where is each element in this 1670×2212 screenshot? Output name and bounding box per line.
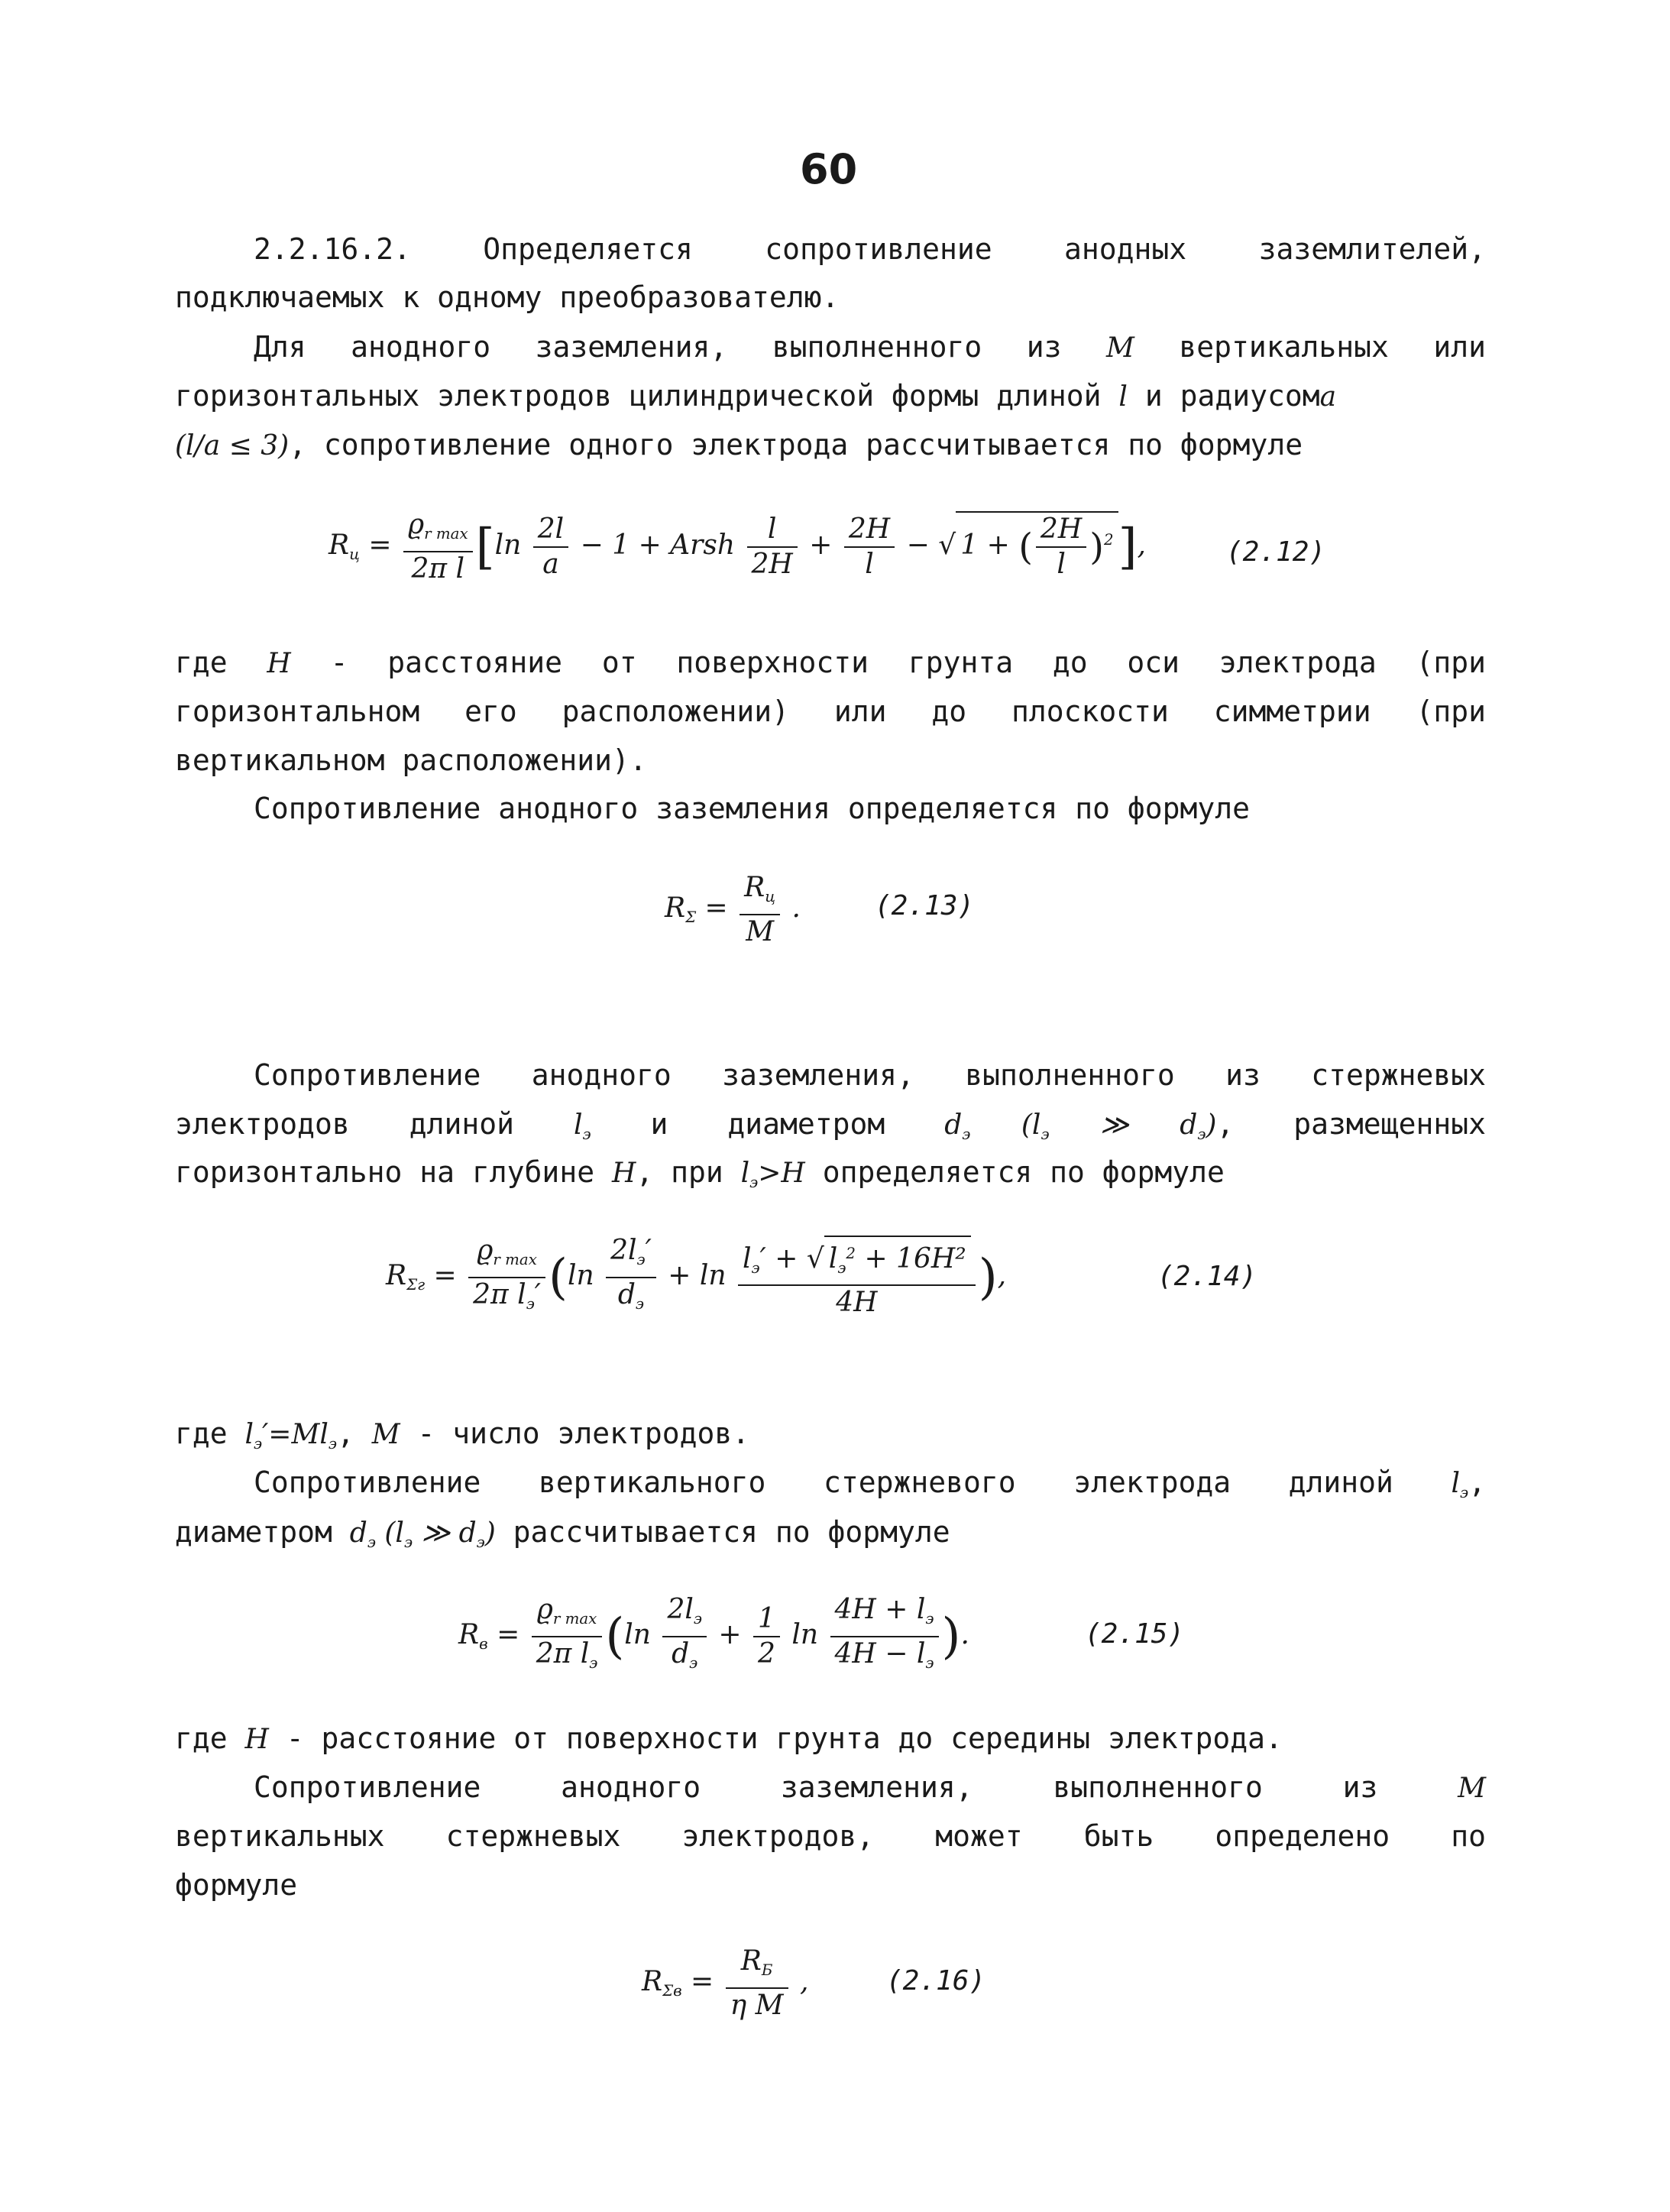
equation-2-15: $R_в$ = $\frac{ϱ_{r max}}{2\pi l_э}$ (ln $\frac{2l_э}{d_э}$ + $\frac{1}{2}$ ln $\frac{4H + l_э}{4H - l_э}$ ). bbox=[458, 1594, 969, 1672]
page-number: 60 bbox=[800, 145, 858, 193]
paragraph-line: горизонтальном его расположении) или до плоскости симметрии (при bbox=[175, 695, 1486, 728]
paragraph-line: горизонтальных электродов цилиндрической формы длиной l и радиусомa bbox=[175, 379, 1337, 413]
paragraph-line: 2.2.16.2. Определяется сопротивление анодных заземлителей, bbox=[254, 232, 1486, 266]
equation-label: (2.14) bbox=[1157, 1261, 1257, 1292]
paragraph-line: Для анодного заземления, выполненного из M вертикальных или bbox=[254, 330, 1486, 364]
paragraph-line: Сопротивление анодного заземления определяется по формуле bbox=[254, 792, 1251, 825]
equation-label: (2.13) bbox=[875, 890, 975, 921]
equation-label: (2.15) bbox=[1085, 1618, 1185, 1650]
paragraph-line: где H - расстояние от поверхности грунта до оси электрода (при bbox=[175, 646, 1486, 679]
equation-label: (2.12) bbox=[1226, 536, 1326, 568]
equation-2-12: $R_ц$ = $\frac{ϱ_{r max}}{\text{2π l}}$ [ln $\frac{2l}{a}$ − 1 + Arsh $\frac{l}{2H}$ + $\frac{2H}{l}$ − √ 1 + ( $\frac{2H}{l}$ )$^2$], bbox=[328, 509, 1146, 585]
paragraph-line: вертикальном расположении). bbox=[175, 743, 647, 777]
paragraph-line: формуле bbox=[175, 1868, 298, 1902]
paragraph-line: подключаемых к одному преобразователю. bbox=[175, 280, 840, 314]
paragraph-line: вертикальных стержневых электродов, может быть определено по bbox=[175, 1819, 1486, 1853]
paragraph-line: Сопротивление вертикального стержневого электрода длиной $l_э$, bbox=[254, 1465, 1486, 1501]
equation-label: (2.16) bbox=[886, 1965, 986, 1997]
paragraph-line: Сопротивление анодного заземления, выполненного из стержневых bbox=[254, 1058, 1486, 1092]
equation-2-16: $R_{\Sigma в}$ = $\frac{R_Б}{\text{η M}}$ , bbox=[642, 1945, 809, 2021]
equation-2-13: $R_\Sigma$ = $\frac{R_ц}{M}$ . bbox=[665, 872, 801, 947]
paragraph-line: где H - расстояние от поверхности грунта до середины электрода. bbox=[175, 1721, 1283, 1755]
paragraph-line: электродов длиной $l_э$ и диаметром $d_э$ ($l_э$ ≫ $d_э$), размещенных bbox=[175, 1107, 1486, 1143]
equation-2-14: $R_{\Sigma г}$ = $\frac{ϱ_{r max}}{2\pi l_э'}$ (ln $\frac{2l_э'}{d_э}$ + ln $\frac{l_э' + √ l_э^2 + 16H^2}{4H}$ ), bbox=[386, 1235, 1007, 1319]
paragraph-line: где $l_э'=Ml_э$, M - число электродов. bbox=[175, 1417, 750, 1453]
paragraph-line: диаметром $d_э$ ($l_э$ ≫ $d_э$) рассчитывается по формуле bbox=[175, 1515, 950, 1551]
paragraph-line: (l/a ≤ 3), сопротивление одного электрода рассчитывается по формуле bbox=[175, 428, 1303, 462]
paragraph-line: Сопротивление анодного заземления, выполненного из M bbox=[254, 1770, 1486, 1804]
paragraph-line: горизонтально на глубине H, при $l_э>H$ определяется по формуле bbox=[175, 1155, 1225, 1191]
